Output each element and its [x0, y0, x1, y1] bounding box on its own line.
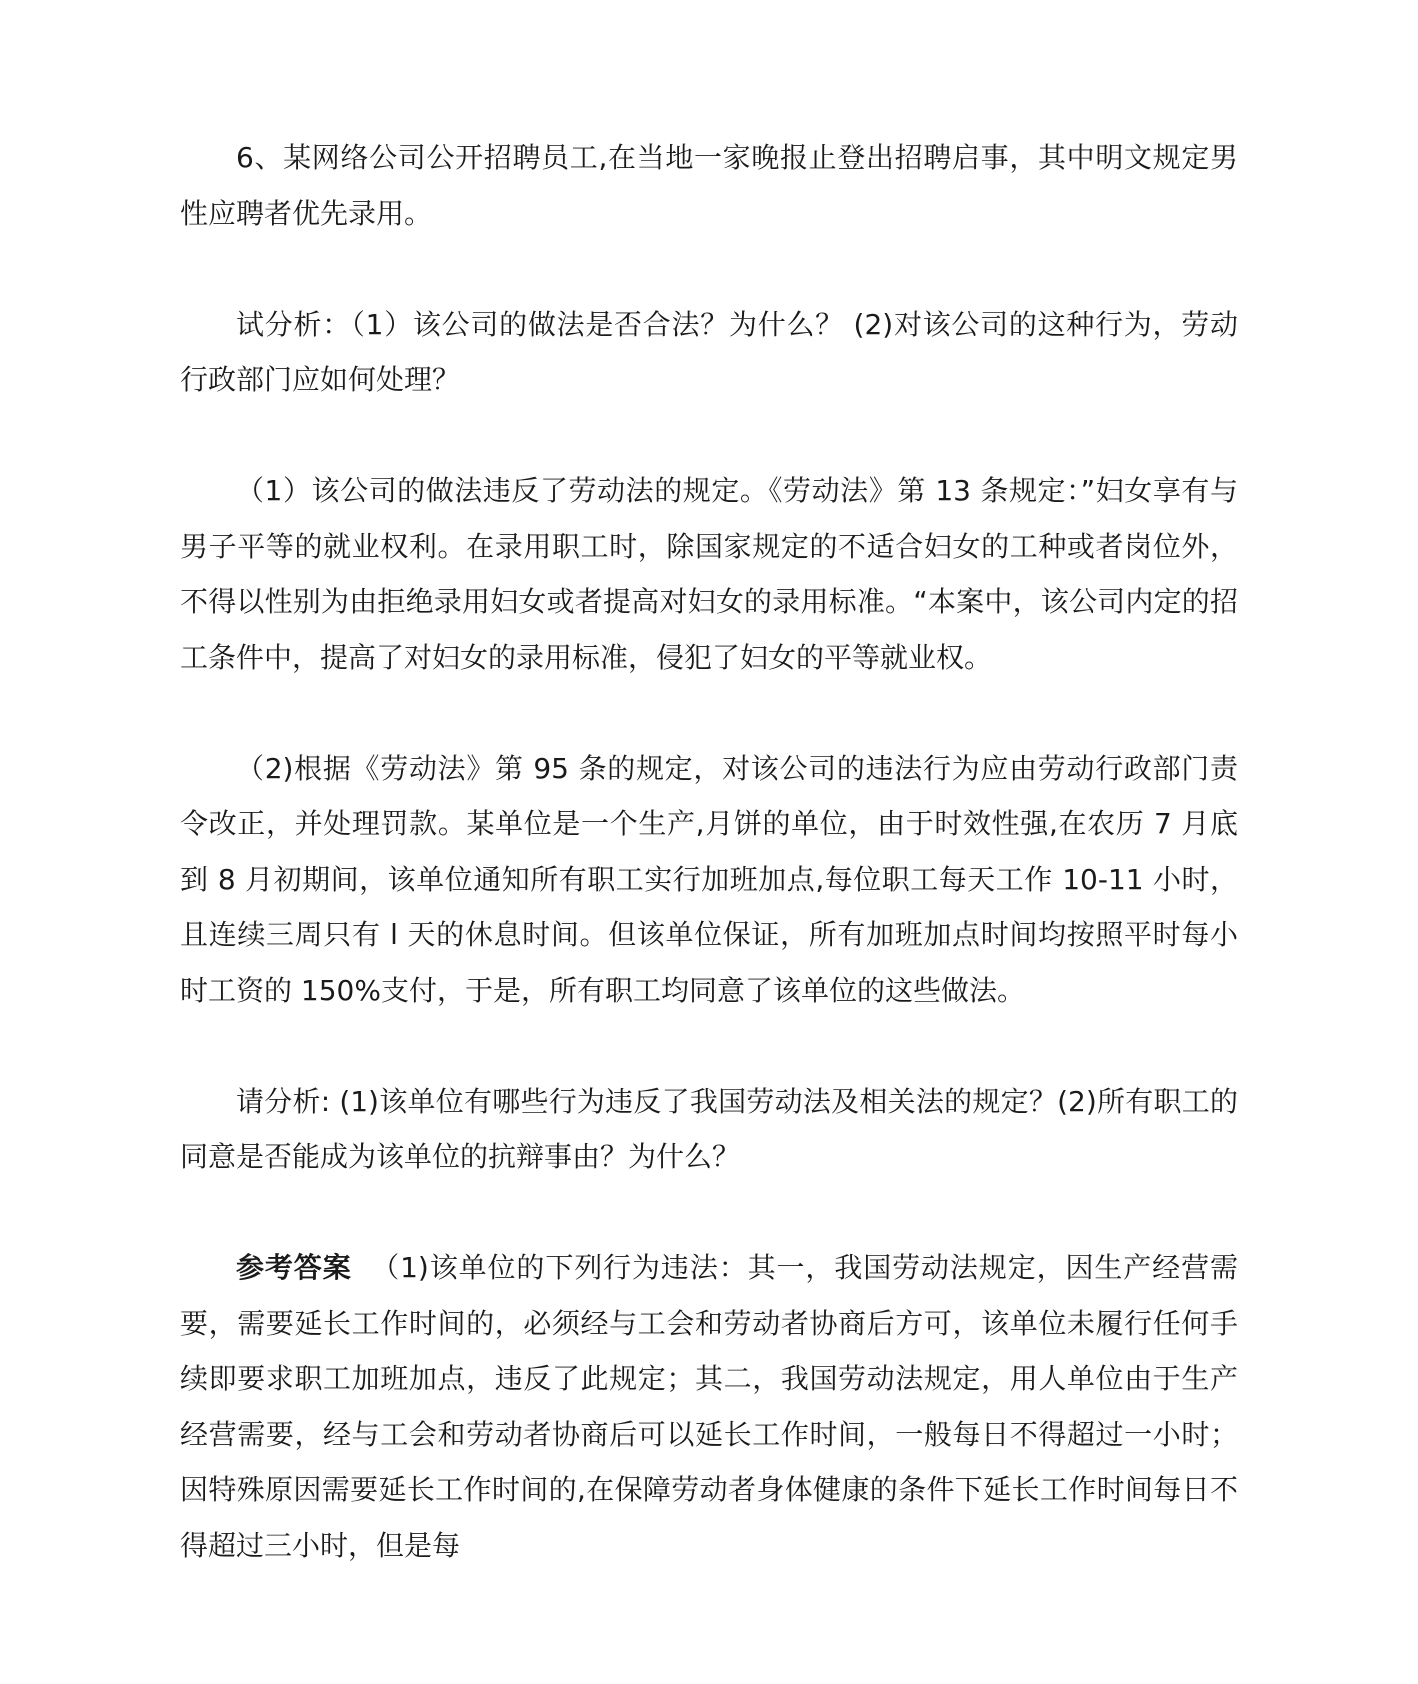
- reference-answer-text: （1)该单位的下列行为违法：其一，我国劳动法规定，因生产经营需要，需要延长工作时间的，必须经与工会和劳动者协商后方可，该单位未履行任何手续即要求职工加班加点，违反了此规定；其二，我国劳动法规定，用人单位由于生产经营需要，经与工会和劳动者协商后可以延长工作时间，一般每日不得超过一小时；因特殊原因需要延长工作时间的,在保障劳动者身体健康的条件下延长工作时间每日不得超过三小时，但是每: [180, 1251, 1238, 1562]
- reference-answer-label: 参考答案: [236, 1251, 352, 1284]
- question-6-paragraph: 6、某网络公司公开招聘员工,在当地一家晚报止登出招聘启事，其中明文规定男性应聘者优先录用。: [180, 141, 1238, 230]
- answer-1-paragraph: （1）该公司的做法违反了劳动法的规定。《劳动法》第 13 条规定：”妇女享有与男子平等的就业权利。在录用职工时，除国家规定的不适合妇女的工种或者岗位外，不得以性别为由拒绝录用妇女或者提高对妇女的录用标准。“本案中，该公司内定的招工条件中，提高了对妇女的录用标准，侵犯了妇女的平等就业权。: [180, 474, 1238, 674]
- document-body: [180, 130, 1238, 1629]
- question-7-analysis-paragraph: 请分析: (1)该单位有哪些行为违反了我国劳动法及相关法的规定？(2)所有职工的同意是否能成为该单位的抗辩事由？为什么？: [180, 1084, 1238, 1173]
- reference-answer-paragraph: [180, 1240, 1238, 1573]
- question-6-analysis-paragraph: 试分析：（1）该公司的做法是否合法？为什么？ (2)对该公司的这种行为，劳动行政部门应如何处理？: [180, 307, 1238, 396]
- answer-2-paragraph: （2)根据《劳动法》第 95 条的规定，对该公司的违法行为应由劳动行政部门责令改正，并处理罚款。某单位是一个生产,月饼的单位，由于时效性强,在农历 7 月底到 8 月初期间，该单位通知所有职工实行加班加点,每位职工每天工作 10-11 小时，且连续三周只有 l 天的休息时间。但该单位保证，所有加班加点时间均按照平时每小时工资的 150%支付，于是，所有职工均同意了该单位的这些做法。: [180, 751, 1238, 1007]
